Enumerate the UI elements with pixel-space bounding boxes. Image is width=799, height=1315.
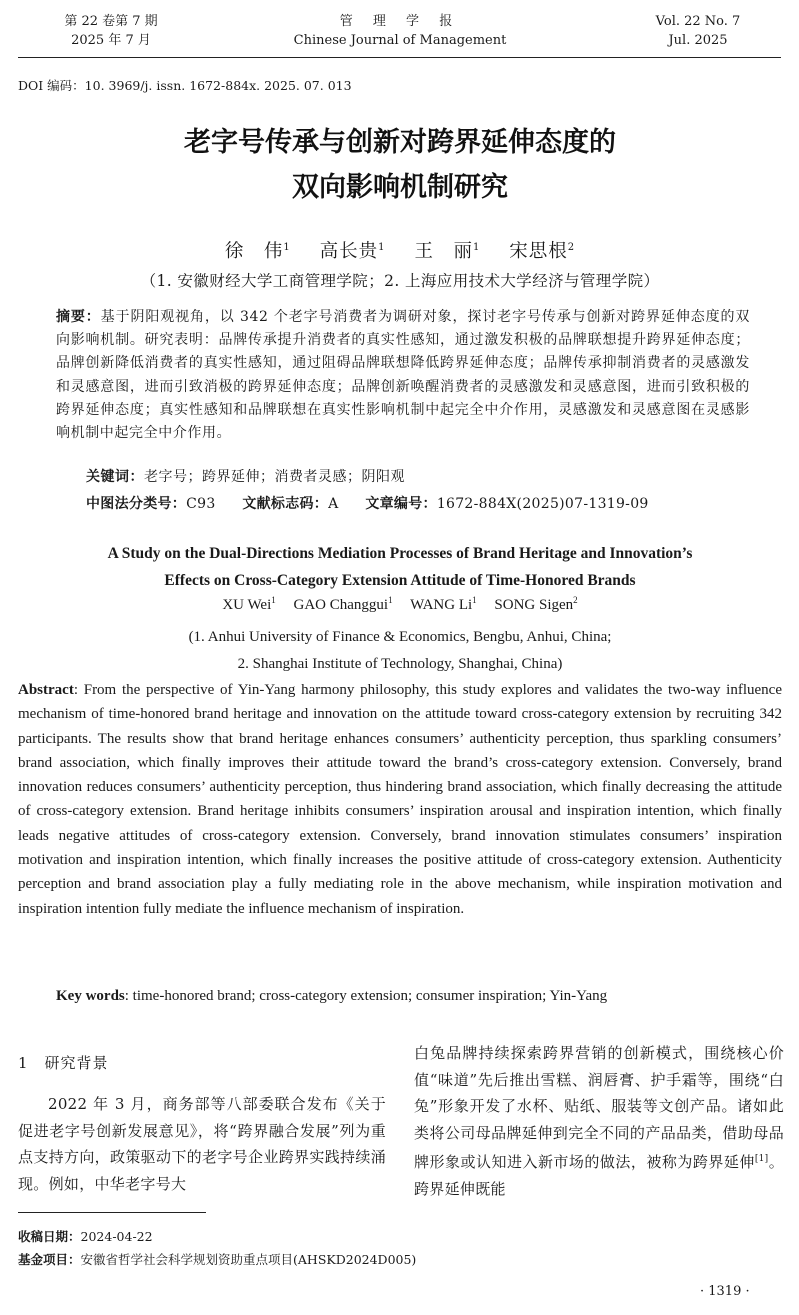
keywords-cn-label: 关键词： [86,469,144,485]
page-number: · 1319 · [700,1284,750,1299]
keywords-cn [86,466,405,486]
doc-code-label: 文献标志码： [242,496,329,512]
affiliation-en-line1: (1. Anhui University of Finance & Economics, Bengbu, Anhui, China; [188,629,612,645]
paper-title-en [60,540,740,594]
article-number-value: 1672-884X(2025)07-1319-09 [436,496,649,512]
author-affil-mark: 1 [283,241,291,253]
author-name-en: SONG Sigen [494,597,574,613]
author-name: 王 丽 [414,241,473,262]
fund-value: 安徽省哲学社会科学规划资助重点项目(AHSKD2024D005) [80,1252,417,1267]
journal-name-cn: 管 理 学 报 [339,14,461,29]
abstract-en-label: Abstract [18,682,74,698]
author-name-en: WANG Li [410,597,473,613]
header-volume-en: Vol. 22 No. 7 [655,14,741,29]
author-affil-mark: 1 [378,241,386,253]
header-date: 2025 年 7 月 [71,33,151,48]
header-journal [260,12,540,50]
author-affil-mark: 2 [567,241,576,253]
fund-info [18,1250,416,1268]
paper-title-en-line2: Effects on Cross-Category Extension Attitude of Time-Honored Brands [164,572,636,589]
keywords-en-label: Key words [56,988,125,1004]
author-name-en: XU Wei [222,597,272,613]
header-volume-info [36,12,186,50]
received-date [18,1227,153,1245]
clc-value: C93 [186,496,216,512]
author-list [100,237,700,263]
keywords-en-text: : time-honored brand; cross-category extension; consumer inspiration; Yin-Yang [124,988,608,1004]
author-list-en [100,595,700,614]
author-name: 徐 伟 [224,241,284,262]
header-date-en: Jul. 2025 [668,33,728,48]
affiliation-en [60,624,740,678]
keywords-cn-text: 老字号；跨界延伸；消费者灵感；阴阳观 [144,469,405,485]
footnote-rule [18,1212,206,1213]
received-value: 2024-04-22 [80,1229,153,1244]
affiliation: （1. 安徽财经大学工商管理学院；2. 上海应用技术大学经济与管理学院） [140,272,660,290]
abstract-en-text: : From the perspective of Yin-Yang harmony philosophy, this study explores and validates the two-way influence mechanism of time-honored brand heritage and innovation on the attitude toward cross-category extension by recruiting 342 participants. The results show that brand heritage enhances consumers’ authenticity perception, thus sparkling consumers’ brand association, which finally improves their attitude toward the brand’s cross-category extension. Conversely, brand innovation reduces consumers’ authenticity perception, thus hindering brand association, which finally decreasing the attitude of cross-category extension. Brand heritage inhibits consumers’ inspiration arousal and inspiration intention, which finally leads negative attitudes of cross-category extension. Conversely, brand innovation stimulates consumers’ inspiration motivation and inspiration intention, which finally increases the positive attitude of cross-category extension. Authenticity perception and brand association play a fully mediating role in the above mechanism, while inspiration motivation and inspiration intention fully mediate the influence mechanism of inspiration. [18,682,782,917]
author-affil-mark-en: 1 [271,595,276,605]
abstract-cn [56,306,750,445]
body-right-text: 白兔品牌持续探索跨界营销的创新模式，围绕核心价值“味道”先后推出雪糕、润唇膏、护手霜等，围绕“白兔”形象开发了水杯、贴纸、服装等文创产品。诸如此类将公司母品牌延伸到完全不同的产品品类，借助母品牌形象或认知进入新市场的做法，被称为跨界延伸 [414,1044,784,1171]
affiliation-en-line2: 2. Shanghai Institute of Technology, Shanghai, China) [237,656,563,672]
author-affil-mark: 1 [472,241,481,253]
author-name: 宋思根 [509,241,568,262]
abstract-cn-text: 基于阴阳观视角，以 342 个老字号消费者为调研对象，探讨老字号传承与创新对跨界延伸态度的双向影响机制。研究表明：品牌传承提升消费者的真实性感知，通过激发积极的品牌联想提升跨界延伸态度；品牌创新降低消费者的真实性感知，通过阻碍品牌联想降低跨界延伸态度；品牌传承抑制消费者的灵感激发和灵感意图，进而引致消极的跨界延伸态度；品牌创新唤醒消费者的灵感激发和灵感意图，进而引致积极的跨界延伸态度；真实性感知和品牌联想在真实性影响机制中起完全中介作用，灵感激发和灵感意图在灵感影响机制中起完全中介作用。 [56,309,750,442]
header-rule [18,57,781,58]
doi: DOI 编码：10. 3969/j. issn. 1672-884x. 2025. 07. 013 [18,78,352,93]
keywords-en [56,988,607,1005]
author-affil-mark-en: 2 [573,595,578,605]
author-name: 高长贵 [319,241,379,262]
article-number-label: 文章编号： [365,496,437,512]
paper-title-line2: 双向影响机制研究 [292,172,508,203]
clc-label: 中图法分类号： [86,496,187,512]
classification-line [86,493,649,513]
abstract-cn-label: 摘要： [56,309,101,325]
author-affil-mark-en: 1 [472,595,477,605]
paper-title [60,120,740,210]
abstract-en [18,678,782,921]
body-column-right [414,1040,784,1202]
author-name-en: GAO Changgui [293,597,389,613]
doc-code-value: A [328,496,339,512]
body-column-left: 2022 年 3 月，商务部等八部委联合发布《关于促进老字号创新发展意见》，将“跨界融合发展”列为重点支持方向，政策驱动下的老字号企业跨界实践持续涌现。例如，中华老字号大 [18,1095,386,1193]
paper-title-line1: 老字号传承与创新对跨界延伸态度的 [184,127,616,158]
fund-label: 基金项目： [18,1252,81,1267]
journal-name-en: Chinese Journal of Management [293,33,507,48]
header-volume-info-en [628,12,768,50]
header-volume: 第 22 卷第 7 期 [64,14,158,29]
body-right-text-end: 。跨界延伸既能 [414,1153,784,1198]
received-label: 收稿日期： [18,1229,81,1244]
paper-title-en-line1: A Study on the Dual-Directions Mediation Processes of Brand Heritage and Innovation’s [107,545,693,562]
author-affil-mark-en: 1 [388,595,393,605]
citation-mark: [1] [754,1154,769,1164]
section-heading: 1 研究背景 [18,1054,109,1072]
